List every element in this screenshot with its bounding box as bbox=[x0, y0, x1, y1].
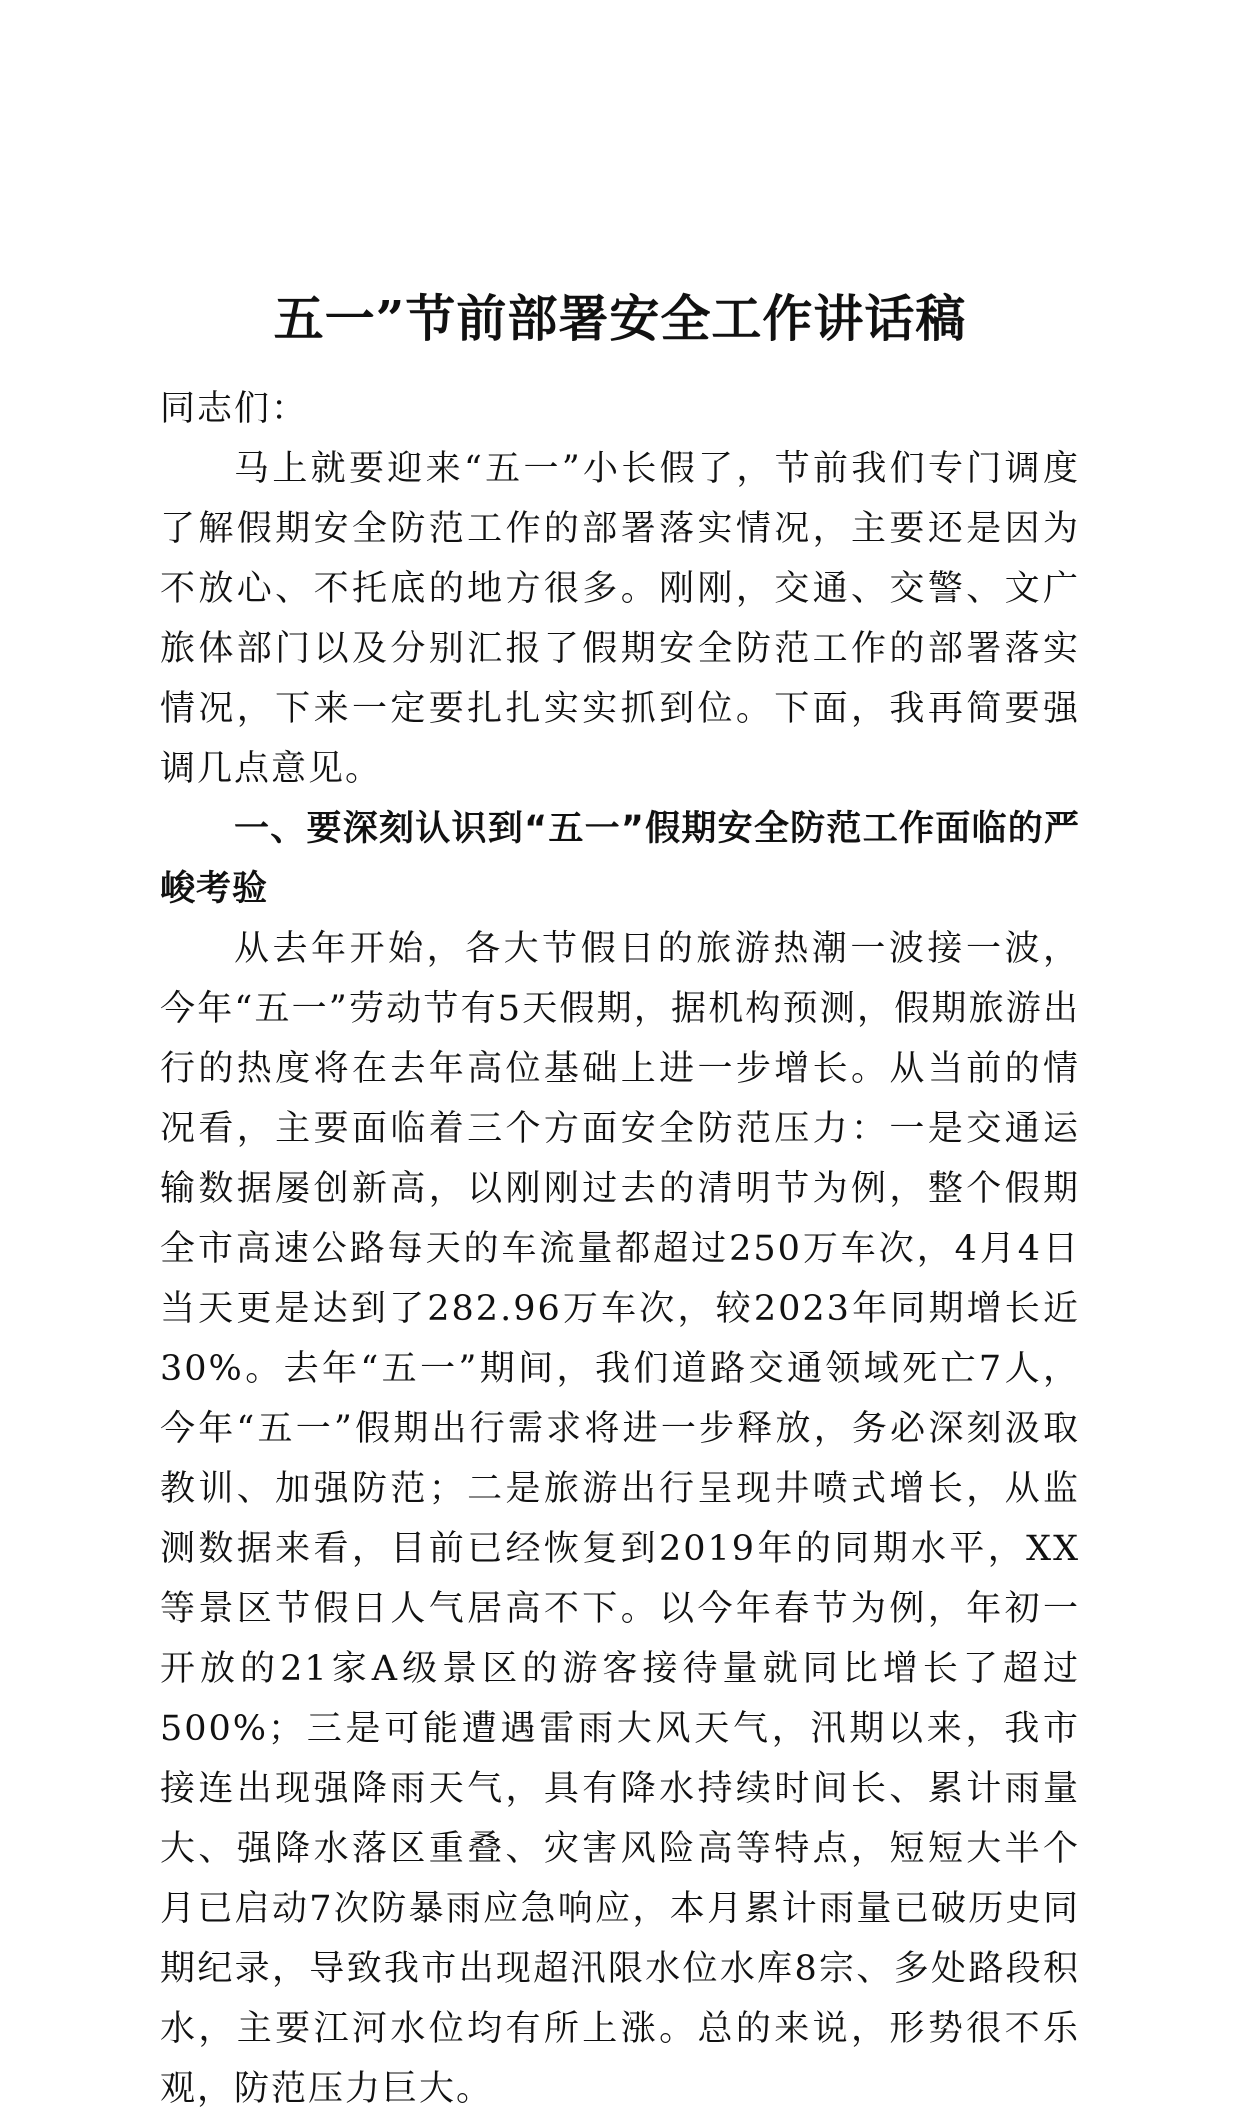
section-body-paragraph: 从去年开始，各大节假日的旅游热潮一波接一波，今年“五一”劳动节有5天假期，据机构预测，假期旅游出行的热度将在去年高位基础上进一步增长。从当前的情况看，主要面临着三个方面安全防范压力：一是交通运输数据屡创新高，以刚刚过去的清明节为例，整个假期全市高速公路每天的车流量都超过250万车次，4月4日当天更是达到了282.96万车次，较2023年同期增长近30%。去年“五一”期间，我们道路交通领域死亡7人，今年“五一”假期出行需求将进一步释放，务必深刻汲取教训、加强防范；二是旅游出行呈现井喷式增长，从监测数据来看，目前已经恢复到2019年的同期水平，XX等景区节假日人气居高不下。以今年春节为例，年初一开放的21家A级景区的游客接待量就同比增长了超过500%；三是可能遭遇雷雨大风天气，汛期以来，我市接连出现强降雨天气，具有降水持续时间长、累计雨量大、强降水落区重叠、灾害风险高等特点，短短大半个月已启动7次防暴雨应急响应，本月累计雨量已破历史同期纪录，导致我市出现超汛限水位水库8宗、多处路段积水，主要江河水位均有所上涨。总的来说，形势很不乐观，防范压力巨大。 bbox=[160, 929, 1080, 2109]
document-body bbox=[160, 379, 1080, 2119]
section-heading: 一、要深刻认识到“五一”假期安全防范工作面临的严峻考验 bbox=[160, 809, 1080, 909]
intro-paragraph: 马上就要迎来“五一”小长假了，节前我们专门调度了解假期安全防范工作的部署落实情况，主要还是因为不放心、不托底的地方很多。刚刚，交通、交警、文广旅体部门以及分别汇报了假期安全防范工作的部署落实情况，下来一定要扎扎实实抓到位。下面，我再简要强调几点意见。 bbox=[160, 449, 1080, 789]
document-title: 五一”节前部署安全工作讲话稿 bbox=[273, 288, 967, 348]
salutation: 同志们： bbox=[160, 389, 309, 429]
